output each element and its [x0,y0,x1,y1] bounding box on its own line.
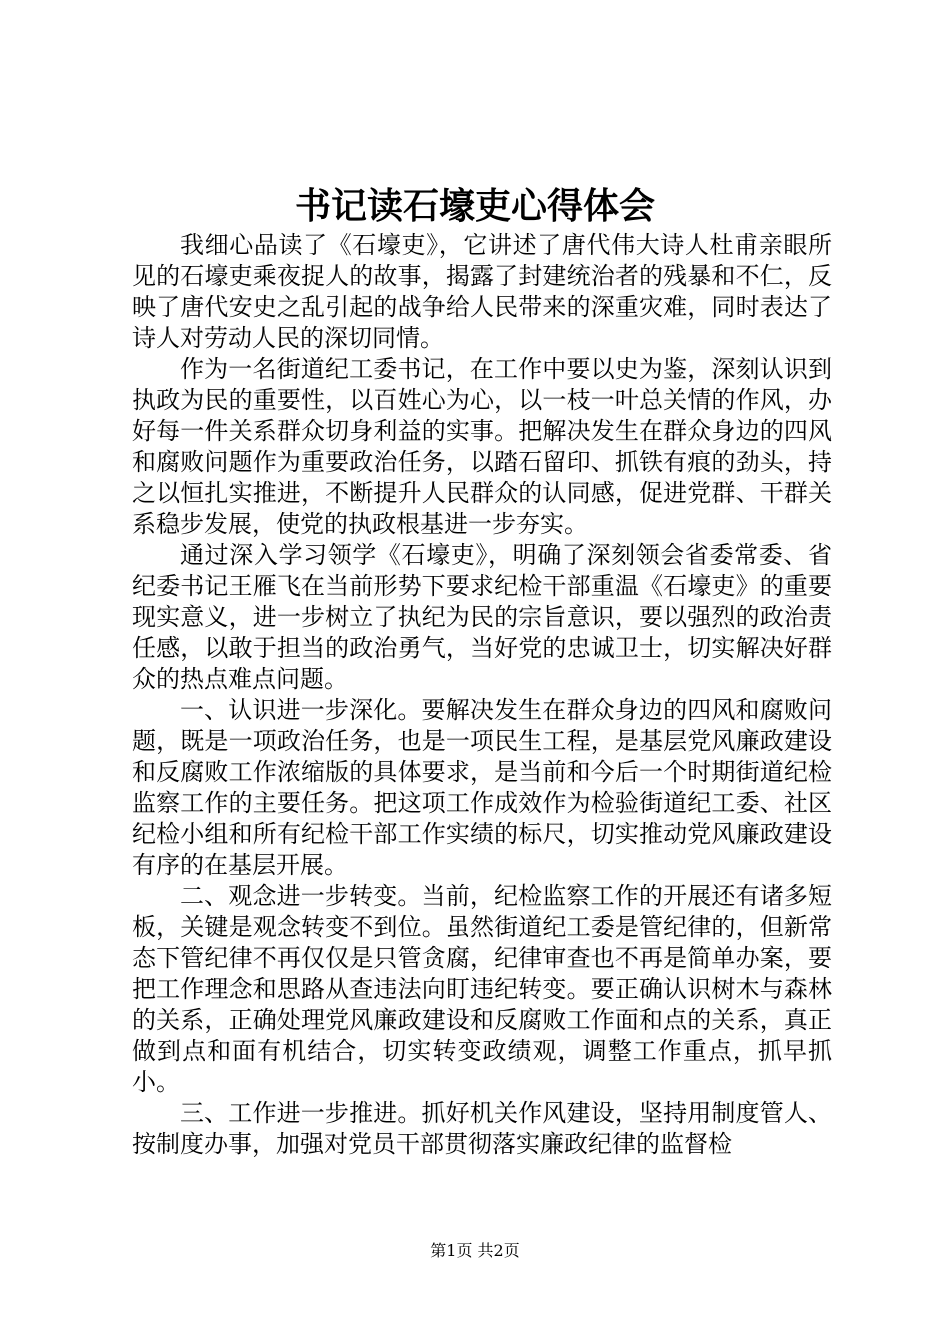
paragraph: 我细心品读了《石壕吏》，它讲述了唐代伟大诗人杜甫亲眼所见的石壕吏乘夜捉人的故事，揭露了封建统治者的残暴和不仁，反映了唐代安史之乱引起的战争给人民带来的深重灾难，同时表达了诗人对劳动人民的深切同情。 [132,231,832,352]
page-number-footer: 第1页 共2页 [430,1241,520,1260]
document-title: 书记读石壕吏心得体会 [294,185,655,227]
paragraph: 二、观念进一步转变。当前，纪检监察工作的开展还有诸多短板，关键是观念转变不到位。虽然街道纪工委是管纪律的，但新常态下管纪律不再仅仅是只管贪腐，纪律审查也不再是简单办案，要把工作理念和思路从查违法向盯违纪转变。要正确认识树木与森林的关系，正确处理党风廉政建设和反腐败工作面和点的关系，真正做到点和面有机结合，切实转变政绩观，调整工作重点，抓早抓小。 [132,882,832,1096]
document-body [132,230,832,1160]
paragraph: 作为一名街道纪工委书记，在工作中要以史为鉴，深刻认识到执政为民的重要性，以百姓心为心，以一枝一叶总关情的作风，办好每一件关系群众切身利益的实事。把解决发生在群众身边的四风和腐败问题作为重要政治任务，以踏石留印、抓铁有痕的劲头，持之以恒扎实推进，不断提升人民群众的认同感，促进党群、干群关系稳步发展，使党的执政根基进一步夯实。 [132,355,832,538]
paragraph: 通过深入学习领学《石壕吏》，明确了深刻领会省委常委、省纪委书记王雁飞在当前形势下要求纪检干部重温《石壕吏》的重要现实意义，进一步树立了执纪为民的宗旨意识，要以强烈的政治责任感，以敢于担当的政治勇气，当好党的忠诚卫士，切实解决好群众的热点难点问题。 [132,541,832,693]
paragraph: 三、工作进一步推进。抓好机关作风建设，坚持用制度管人、按制度办事，加强对党员干部贯彻落实廉政纪律的监督检 [132,1099,832,1158]
paragraph: 一、认识进一步深化。要解决发生在群众身边的四风和腐败问题，既是一项政治任务，也是一项民生工程，是基层党风廉政建设和反腐败工作浓缩版的具体要求，是当前和今后一个时期街道纪检监察工作的主要任务。把这项工作成效作为检验街道纪工委、社区纪检小组和所有纪检干部工作实绩的标尺，切实推动党风廉政建设有序的在基层开展。 [132,696,832,879]
